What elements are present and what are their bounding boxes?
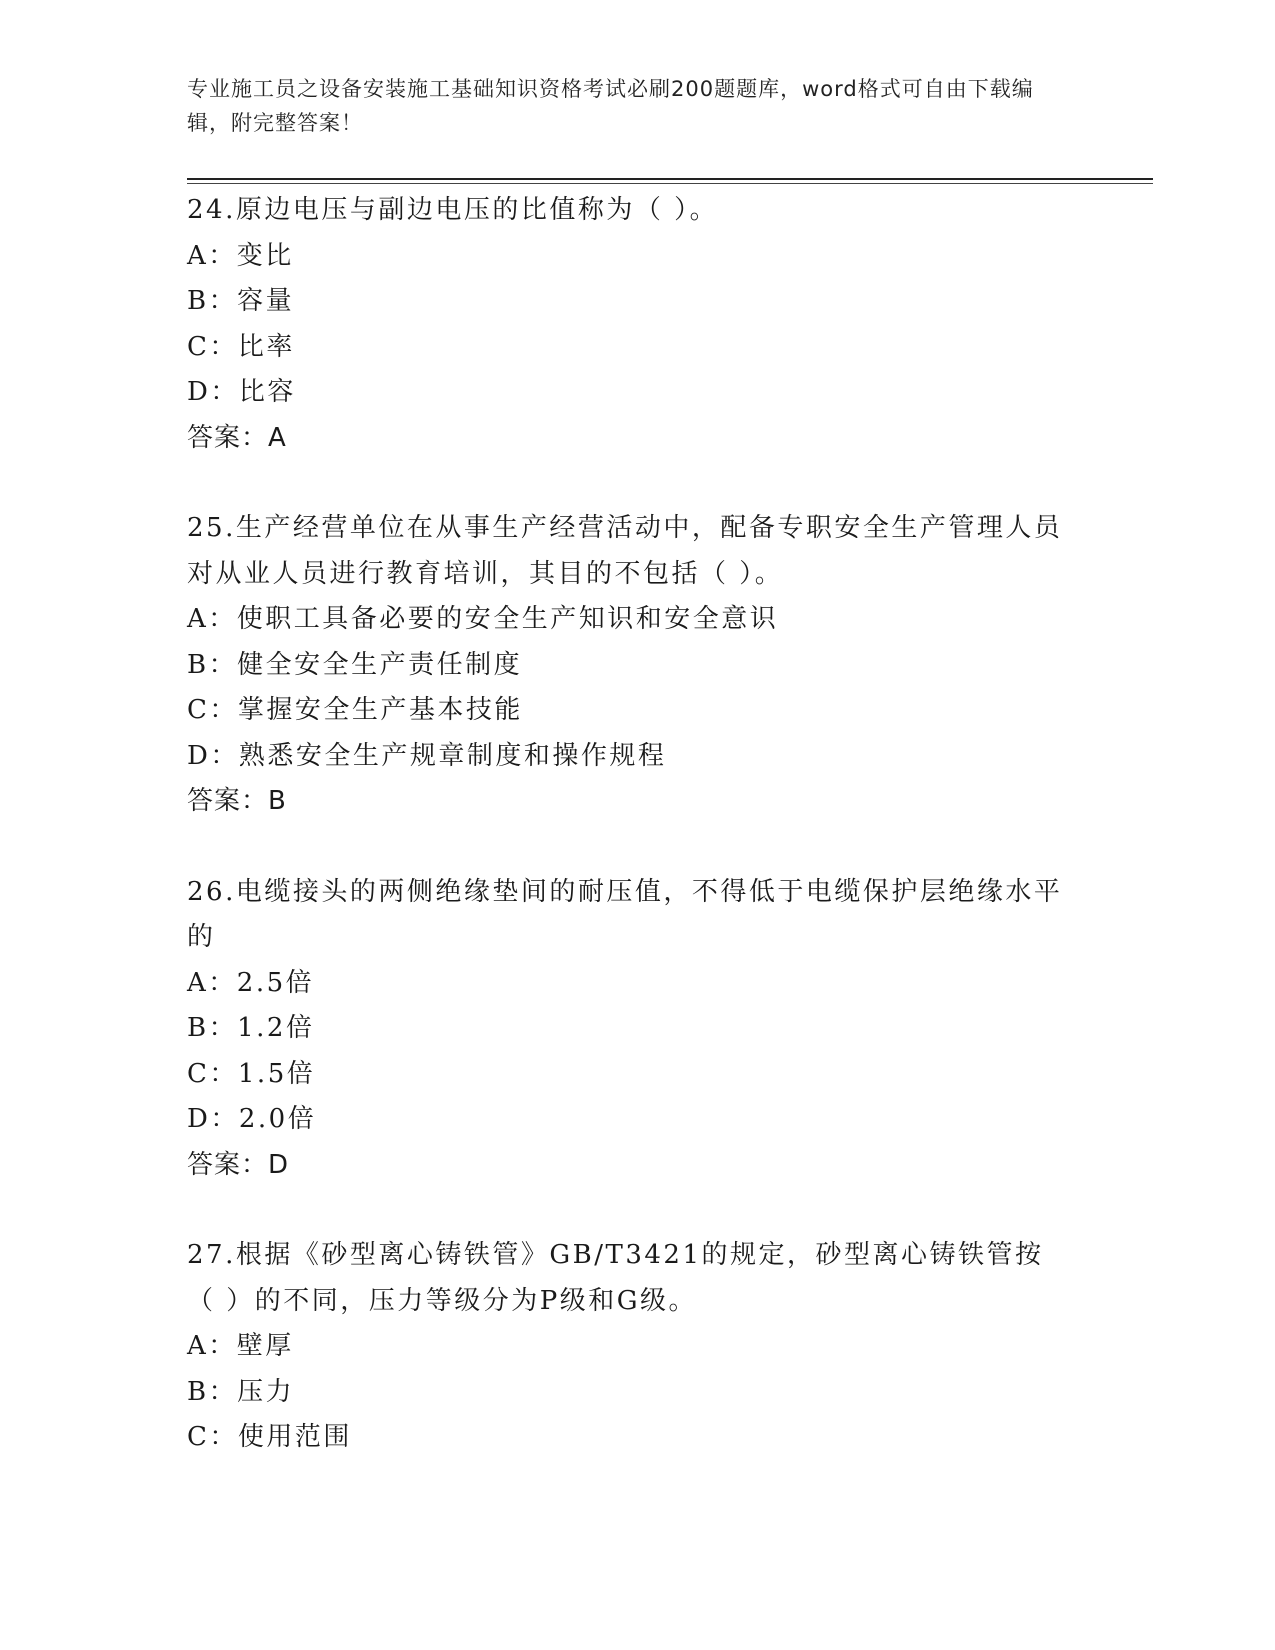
question-27 <box>187 1233 1077 1461</box>
option-d: D：熟悉安全生产规章制度和操作规程 <box>187 740 667 771</box>
option-d: D：2.0倍 <box>187 1104 317 1134</box>
option-c: C：比率 <box>187 331 295 362</box>
option-a: A：变比 <box>187 240 294 271</box>
option-a: A：使职工具备必要的安全生产知识和安全意识 <box>187 604 779 634</box>
header-divider-thin <box>187 183 1153 184</box>
question-stem: 24.原边电压与副边电压的比值称为（ ）。 <box>187 195 719 225</box>
option-c: C：1.5倍 <box>187 1058 316 1089</box>
question-26 <box>187 870 1077 1189</box>
option-b: B：1.2倍 <box>187 1013 315 1043</box>
question-24 <box>187 188 1077 461</box>
option-c: C：掌握安全生产基本技能 <box>187 695 523 725</box>
question-stem: 27.根据《砂型离心铸铁管》GB/T3421的规定，砂型离心铸铁管按（ ）的不同，压力等级分为P级和G级。 <box>187 1240 1044 1316</box>
option-b: B：压力 <box>187 1376 295 1407</box>
answer: 答案：A <box>187 422 287 453</box>
answer: 答案：D <box>187 1149 290 1180</box>
option-b: B：健全安全生产责任制度 <box>187 649 523 680</box>
question-25 <box>187 506 1077 825</box>
option-a: A：壁厚 <box>187 1331 294 1361</box>
option-a: A：2.5倍 <box>187 967 315 998</box>
answer: 答案：B <box>187 786 287 816</box>
option-c: C：使用范围 <box>187 1422 352 1452</box>
document-header: 专业施工员之设备安装施工基础知识资格考试必刷200题题库，word格式可自由下载编辑，附完整答案！ <box>187 77 1034 135</box>
question-stem: 26.电缆接头的两侧绝缘垫间的耐压值，不得低于电缆保护层绝缘水平的 <box>187 876 1063 952</box>
option-b: B：容量 <box>187 286 295 316</box>
question-list <box>187 188 1077 1506</box>
header-divider <box>187 178 1153 180</box>
question-stem: 25.生产经营单位在从事生产经营活动中，配备专职安全生产管理人员对从业人员进行教育培训，其目的不包括（ ）。 <box>187 513 1063 589</box>
option-d: D：比容 <box>187 377 296 407</box>
